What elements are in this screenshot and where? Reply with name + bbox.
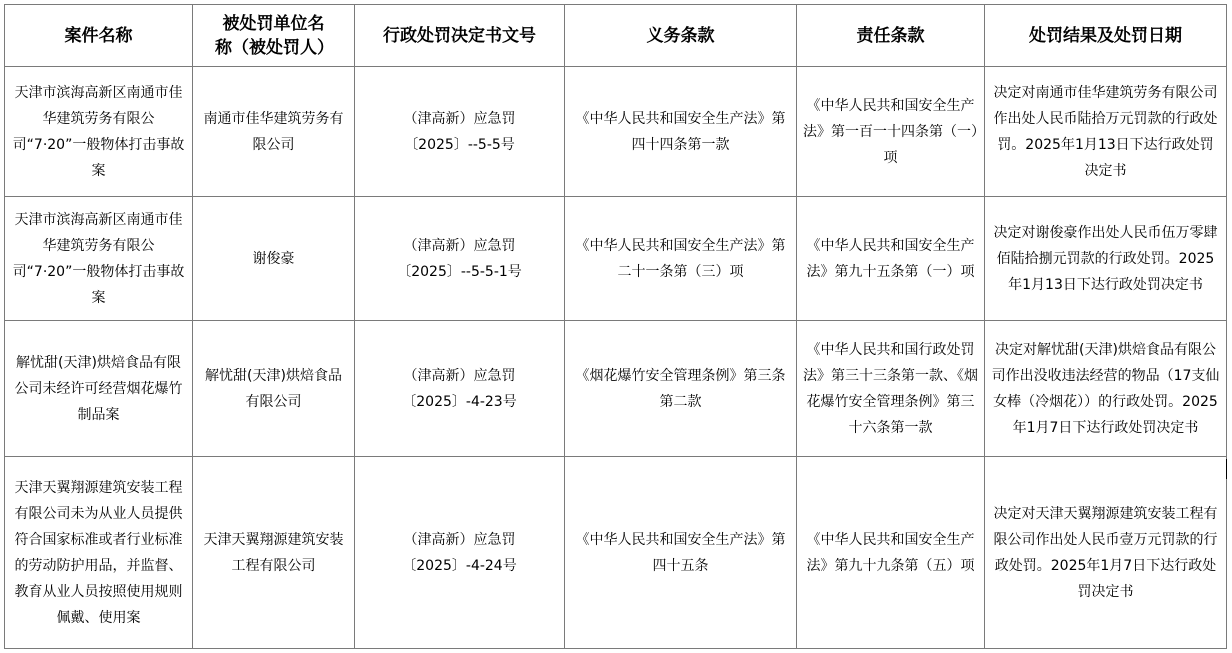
cell-case-name: 天津市滨海高新区南通市佳华建筑劳务有限公司“7·20”一般物体打击事故案 bbox=[5, 197, 193, 321]
cell-liability-clause: 《中华人民共和国安全生产法》第九十五条第（一）项 bbox=[797, 197, 985, 321]
cell-penalized-party: 谢俊豪 bbox=[193, 197, 355, 321]
cell-decision-number bbox=[355, 457, 565, 649]
cell-result-and-date: 决定对南通市佳华建筑劳务有限公司作出处人民币陆拾万元罚款的行政处罚。2025年1月13日下达行政处罚决定书 bbox=[985, 67, 1227, 197]
penalty-table bbox=[4, 4, 1227, 649]
table-row bbox=[5, 457, 1227, 649]
cell-penalized-party: 解忧甜(天津)烘焙食品有限公司 bbox=[193, 321, 355, 457]
cell-case-name: 天津天翼翔源建筑安装工程有限公司未为从业人员提供符合国家标准或者行业标准的劳动防护用品，并监督、教育从业人员按照使用规则佩戴、使用案 bbox=[5, 457, 193, 649]
cell-result-and-date: 决定对谢俊豪作出处人民币伍万零肆佰陆拾捌元罚款的行政处罚。2025年1月13日下达行政处罚决定书 bbox=[985, 197, 1227, 321]
header-obligation-clause: 义务条款 bbox=[565, 5, 797, 67]
cell-decision-number-text: （津高新）应急罚〔2025〕--5-5-1号 bbox=[397, 237, 522, 280]
cell-decision-number bbox=[355, 197, 565, 321]
header-penalized-party-text: 被处罚单位名称（被处罚人） bbox=[215, 13, 334, 58]
cell-decision-number-text: （津高新）应急罚〔2025〕-4-23号 bbox=[402, 367, 517, 410]
cell-liability-clause: 《中华人民共和国行政处罚法》第三十三条第一款、《烟花爆竹安全管理条例》第三十六条第一款 bbox=[797, 321, 985, 457]
cell-case-name: 解忧甜(天津)烘焙食品有限公司未经许可经营烟花爆竹制品案 bbox=[5, 321, 193, 457]
table-row bbox=[5, 197, 1227, 321]
header-liability-clause: 责任条款 bbox=[797, 5, 985, 67]
cell-decision-number-text: （津高新）应急罚〔2025〕--5-5号 bbox=[403, 110, 516, 153]
header-decision-number: 行政处罚决定书文号 bbox=[355, 5, 565, 67]
cell-result-and-date: 决定对天津天翼翔源建筑安装工程有限公司作出处人民币壹万元罚款的行政处罚。2025年1月7日下达行政处罚决定书 bbox=[985, 457, 1227, 649]
cell-liability-clause: 《中华人民共和国安全生产法》第一百一十四条第（一）项 bbox=[797, 67, 985, 197]
header-penalized-party bbox=[193, 5, 355, 67]
text-cursor-mark bbox=[1226, 459, 1227, 479]
cell-decision-number bbox=[355, 67, 565, 197]
cell-penalized-party: 天津天翼翔源建筑安装工程有限公司 bbox=[193, 457, 355, 649]
cell-decision-number bbox=[355, 321, 565, 457]
header-row bbox=[5, 5, 1227, 67]
header-case-name: 案件名称 bbox=[5, 5, 193, 67]
cell-penalized-party: 南通市佳华建筑劳务有限公司 bbox=[193, 67, 355, 197]
cell-obligation-clause: 《中华人民共和国安全生产法》第二十一条第（三）项 bbox=[565, 197, 797, 321]
cell-obligation-clause: 《中华人民共和国安全生产法》第四十五条 bbox=[565, 457, 797, 649]
cell-case-name: 天津市滨海高新区南通市佳华建筑劳务有限公司“7·20”一般物体打击事故案 bbox=[5, 67, 193, 197]
cell-obligation-clause: 《烟花爆竹安全管理条例》第三条第二款 bbox=[565, 321, 797, 457]
cell-liability-clause: 《中华人民共和国安全生产法》第九十九条第（五）项 bbox=[797, 457, 985, 649]
cell-result-and-date: 决定对解忧甜(天津)烘焙食品有限公司作出没收违法经营的物品（17支仙女棒（冷烟花））的行政处罚。2025年1月7日下达行政处罚决定书 bbox=[985, 321, 1227, 457]
header-result-and-date: 处罚结果及处罚日期 bbox=[985, 5, 1227, 67]
table-row bbox=[5, 321, 1227, 457]
cell-obligation-clause: 《中华人民共和国安全生产法》第四十四条第一款 bbox=[565, 67, 797, 197]
cell-decision-number-text: （津高新）应急罚〔2025〕-4-24号 bbox=[402, 531, 517, 574]
table-row bbox=[5, 67, 1227, 197]
